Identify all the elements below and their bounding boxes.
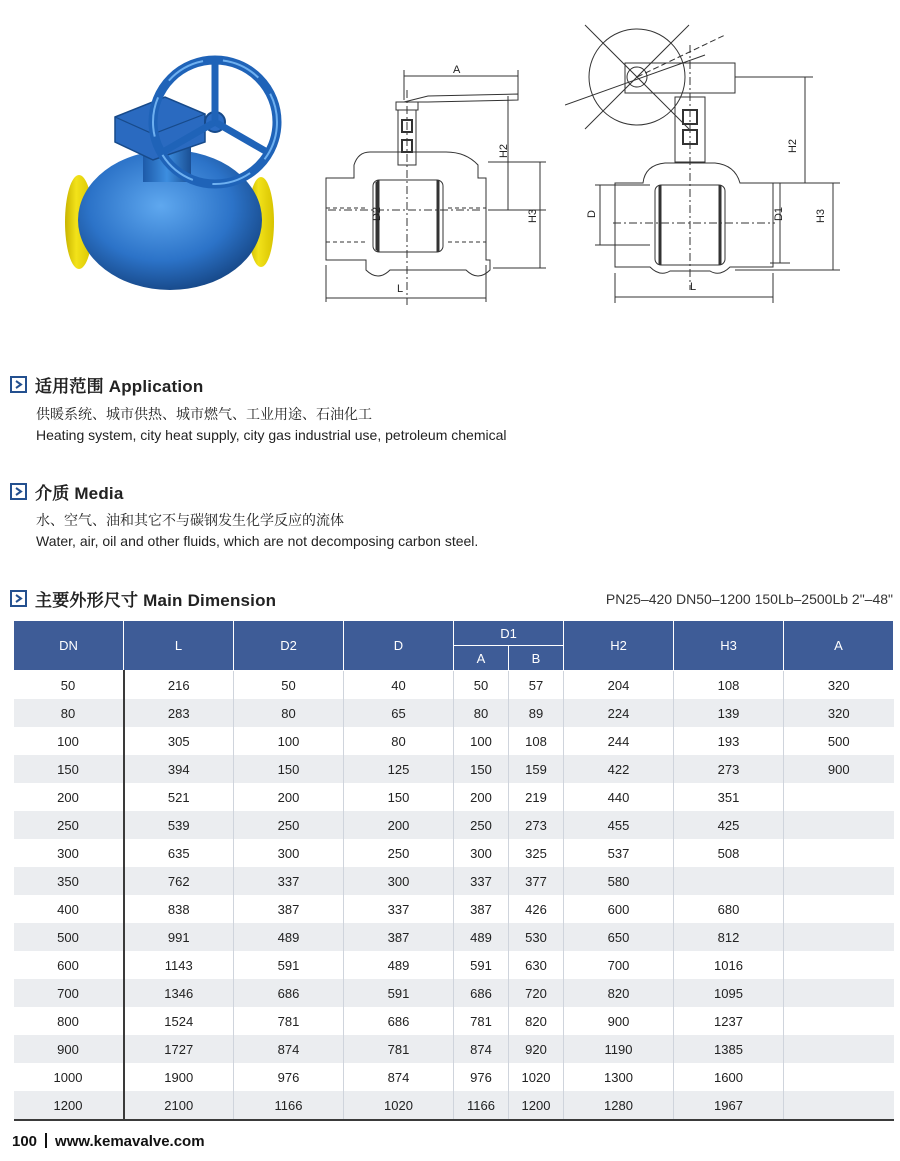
table-cell: 1020 xyxy=(344,1091,454,1120)
table-cell: 50 xyxy=(454,671,509,700)
table-cell: 591 xyxy=(454,951,509,979)
table-cell: 650 xyxy=(564,923,674,951)
table-cell: 300 xyxy=(234,839,344,867)
header-l: L xyxy=(124,621,234,671)
label-right-l: L xyxy=(690,281,697,293)
table-row xyxy=(14,979,894,1007)
table-row xyxy=(14,811,894,839)
table-cell: 1200 xyxy=(509,1091,564,1120)
table-cell: 100 xyxy=(234,727,344,755)
table-cell: 874 xyxy=(344,1063,454,1091)
media-text-cn: 水、空气、油和其它不与碳钢发生化学反应的流体 xyxy=(36,512,344,528)
table-cell: 700 xyxy=(564,951,674,979)
table-cell: 150 xyxy=(454,755,509,783)
header-h2: H2 xyxy=(564,621,674,671)
table-cell: 1000 xyxy=(14,1063,124,1091)
label-left-l: L xyxy=(397,283,404,295)
table-cell: 812 xyxy=(674,923,784,951)
media-heading xyxy=(10,479,124,504)
table-cell: 337 xyxy=(234,867,344,895)
application-text-cn: 供暖系统、城市供热、城市燃气、工业用途、石油化工 xyxy=(36,406,372,422)
table-cell: 1020 xyxy=(509,1063,564,1091)
table-cell: 273 xyxy=(509,811,564,839)
table-cell: 350 xyxy=(14,867,124,895)
table-cell: 387 xyxy=(454,895,509,923)
table-cell: 150 xyxy=(14,755,124,783)
table-cell: 305 xyxy=(124,727,234,755)
table-cell: 200 xyxy=(454,783,509,811)
table-cell: 80 xyxy=(14,699,124,727)
media-title: 介质 Media xyxy=(35,484,124,503)
table-cell xyxy=(784,895,894,923)
table-cell: 800 xyxy=(14,1007,124,1035)
table-cell: 600 xyxy=(564,895,674,923)
page-footer xyxy=(12,1133,205,1150)
table-cell: 320 xyxy=(784,671,894,700)
valve-product-photo xyxy=(55,42,295,292)
table-cell: 387 xyxy=(234,895,344,923)
table-cell xyxy=(784,979,894,1007)
dimension-spec: PN25–420 DN50–1200 150Lb–2500Lb 2"–48" xyxy=(605,591,893,607)
table-cell: 991 xyxy=(124,923,234,951)
table-cell: 377 xyxy=(509,867,564,895)
table-row xyxy=(14,783,894,811)
table-cell: 720 xyxy=(509,979,564,1007)
table-cell: 781 xyxy=(234,1007,344,1035)
table-cell: 200 xyxy=(344,811,454,839)
table-cell: 591 xyxy=(234,951,344,979)
table-cell xyxy=(784,1091,894,1120)
table-cell: 108 xyxy=(509,727,564,755)
table-cell: 100 xyxy=(14,727,124,755)
table-cell: 193 xyxy=(674,727,784,755)
table-row xyxy=(14,1063,894,1091)
table-row xyxy=(14,1007,894,1035)
table-cell: 500 xyxy=(784,727,894,755)
chevron-right-icon xyxy=(10,590,27,607)
table-cell: 2100 xyxy=(124,1091,234,1120)
table-cell: 539 xyxy=(124,811,234,839)
table-cell: 537 xyxy=(564,839,674,867)
table-cell: 1346 xyxy=(124,979,234,1007)
table-cell: 139 xyxy=(674,699,784,727)
table-cell: 686 xyxy=(344,1007,454,1035)
header-d: D xyxy=(344,621,454,671)
table-cell: 1600 xyxy=(674,1063,784,1091)
table-cell: 400 xyxy=(14,895,124,923)
footer-divider xyxy=(45,1133,47,1148)
table-cell: 89 xyxy=(509,699,564,727)
table-cell: 686 xyxy=(454,979,509,1007)
table-cell xyxy=(784,783,894,811)
table-cell: 874 xyxy=(234,1035,344,1063)
dimension-title: 主要外形尺寸 Main Dimension xyxy=(35,591,277,610)
table-cell: 250 xyxy=(454,811,509,839)
table-cell: 150 xyxy=(234,755,344,783)
table-cell: 500 xyxy=(14,923,124,951)
table-cell: 920 xyxy=(509,1035,564,1063)
table-row xyxy=(14,867,894,895)
table-cell: 440 xyxy=(564,783,674,811)
table-cell: 680 xyxy=(674,895,784,923)
table-cell: 900 xyxy=(564,1007,674,1035)
table-cell xyxy=(784,1063,894,1091)
table-cell: 425 xyxy=(674,811,784,839)
table-cell: 108 xyxy=(674,671,784,700)
table-cell: 635 xyxy=(124,839,234,867)
table-cell: 1300 xyxy=(564,1063,674,1091)
table-cell: 204 xyxy=(564,671,674,700)
dimension-heading xyxy=(10,586,276,611)
table-cell xyxy=(784,951,894,979)
table-cell: 1385 xyxy=(674,1035,784,1063)
table-row xyxy=(14,951,894,979)
table-cell: 455 xyxy=(564,811,674,839)
table-cell: 976 xyxy=(234,1063,344,1091)
table-cell: 686 xyxy=(234,979,344,1007)
table-cell: 762 xyxy=(124,867,234,895)
table-cell: 580 xyxy=(564,867,674,895)
table-cell: 351 xyxy=(674,783,784,811)
table-cell: 820 xyxy=(564,979,674,1007)
chevron-right-icon xyxy=(10,483,27,500)
table-cell: 337 xyxy=(344,895,454,923)
table-cell: 250 xyxy=(14,811,124,839)
table-cell: 125 xyxy=(344,755,454,783)
table-cell: 40 xyxy=(344,671,454,700)
table-cell: 300 xyxy=(344,867,454,895)
table-cell: 426 xyxy=(509,895,564,923)
table-cell: 337 xyxy=(454,867,509,895)
drawing-gear-valve xyxy=(565,15,865,305)
label-left-a: A xyxy=(453,64,461,76)
website-link[interactable]: www.kemavalve.com xyxy=(55,1133,205,1150)
table-cell: 273 xyxy=(674,755,784,783)
table-cell: 700 xyxy=(14,979,124,1007)
label-right-h2: H2 xyxy=(787,138,800,154)
table-cell: 781 xyxy=(454,1007,509,1035)
table-cell: 200 xyxy=(234,783,344,811)
table-cell xyxy=(784,1035,894,1063)
label-left-h3: H3 xyxy=(527,208,540,224)
table-cell: 1200 xyxy=(14,1091,124,1120)
table-cell: 530 xyxy=(509,923,564,951)
table-cell: 250 xyxy=(234,811,344,839)
table-cell: 1016 xyxy=(674,951,784,979)
header-d2: D2 xyxy=(234,621,344,671)
table-row xyxy=(14,671,894,700)
table-cell: 1143 xyxy=(124,951,234,979)
table-cell: 80 xyxy=(234,699,344,727)
header-a: A xyxy=(784,621,894,671)
label-right-d1: D1 xyxy=(773,206,786,222)
table-cell: 80 xyxy=(454,699,509,727)
table-cell: 1524 xyxy=(124,1007,234,1035)
table-row xyxy=(14,839,894,867)
table-row xyxy=(14,923,894,951)
application-text-en: Heating system, city heat supply, city gas industrial use, petroleum chemical xyxy=(36,427,507,443)
table-cell: 781 xyxy=(344,1035,454,1063)
table-cell: 1900 xyxy=(124,1063,234,1091)
table-cell: 150 xyxy=(344,783,454,811)
table-cell: 50 xyxy=(14,671,124,700)
table-cell: 283 xyxy=(124,699,234,727)
label-right-h3: H3 xyxy=(815,208,828,224)
table-cell: 591 xyxy=(344,979,454,1007)
table-cell: 838 xyxy=(124,895,234,923)
table-cell xyxy=(784,811,894,839)
table-cell: 1095 xyxy=(674,979,784,1007)
table-cell: 508 xyxy=(674,839,784,867)
table-cell: 820 xyxy=(509,1007,564,1035)
chevron-right-icon xyxy=(10,376,27,393)
label-left-h2: H2 xyxy=(498,143,511,159)
table-cell: 325 xyxy=(509,839,564,867)
table-cell: 50 xyxy=(234,671,344,700)
table-cell: 219 xyxy=(509,783,564,811)
table-cell: 100 xyxy=(454,727,509,755)
table-cell: 874 xyxy=(454,1035,509,1063)
table-cell: 224 xyxy=(564,699,674,727)
table-cell: 1166 xyxy=(454,1091,509,1120)
table-cell xyxy=(784,867,894,895)
table-cell: 300 xyxy=(454,839,509,867)
table-cell: 900 xyxy=(784,755,894,783)
label-right-d: D xyxy=(585,210,598,218)
table-cell: 521 xyxy=(124,783,234,811)
table-cell: 300 xyxy=(14,839,124,867)
table-cell: 489 xyxy=(234,923,344,951)
header-d1: D1 xyxy=(454,621,564,646)
table-cell: 320 xyxy=(784,699,894,727)
table-cell: 250 xyxy=(344,839,454,867)
table-cell: 65 xyxy=(344,699,454,727)
table-cell: 630 xyxy=(509,951,564,979)
header-d1-a: A xyxy=(454,646,509,671)
table-row xyxy=(14,699,894,727)
application-heading xyxy=(10,372,203,397)
table-row xyxy=(14,727,894,755)
table-cell: 159 xyxy=(509,755,564,783)
header-dn: DN xyxy=(14,621,124,671)
table-row xyxy=(14,895,894,923)
application-title: 适用范围 Application xyxy=(35,377,204,396)
table-cell: 1166 xyxy=(234,1091,344,1120)
table-cell: 1727 xyxy=(124,1035,234,1063)
table-row xyxy=(14,1091,894,1120)
table-cell: 1967 xyxy=(674,1091,784,1120)
table-row xyxy=(14,1035,894,1063)
media-text-en: Water, air, oil and other fluids, which are not decomposing carbon steel. xyxy=(36,533,479,549)
header-h3: H3 xyxy=(674,621,784,671)
table-cell: 489 xyxy=(454,923,509,951)
table-cell: 57 xyxy=(509,671,564,700)
table-cell: 394 xyxy=(124,755,234,783)
table-cell: 80 xyxy=(344,727,454,755)
page-number: 100 xyxy=(12,1133,38,1150)
table-cell: 489 xyxy=(344,951,454,979)
table-cell: 1190 xyxy=(564,1035,674,1063)
table-row xyxy=(14,755,894,783)
header-d1-b: B xyxy=(509,646,564,671)
table-cell: 900 xyxy=(14,1035,124,1063)
table-cell: 244 xyxy=(564,727,674,755)
table-cell: 216 xyxy=(124,671,234,700)
table-cell: 387 xyxy=(344,923,454,951)
drawing-lever-valve xyxy=(318,60,558,305)
label-left-d2: D2 xyxy=(371,206,384,222)
table-cell xyxy=(674,867,784,895)
dimension-table xyxy=(13,620,894,1121)
table-cell: 1280 xyxy=(564,1091,674,1120)
table-cell: 976 xyxy=(454,1063,509,1091)
table-cell: 200 xyxy=(14,783,124,811)
table-cell xyxy=(784,923,894,951)
table-cell: 600 xyxy=(14,951,124,979)
table-cell: 422 xyxy=(564,755,674,783)
table-cell xyxy=(784,839,894,867)
table-cell: 1237 xyxy=(674,1007,784,1035)
table-cell xyxy=(784,1007,894,1035)
